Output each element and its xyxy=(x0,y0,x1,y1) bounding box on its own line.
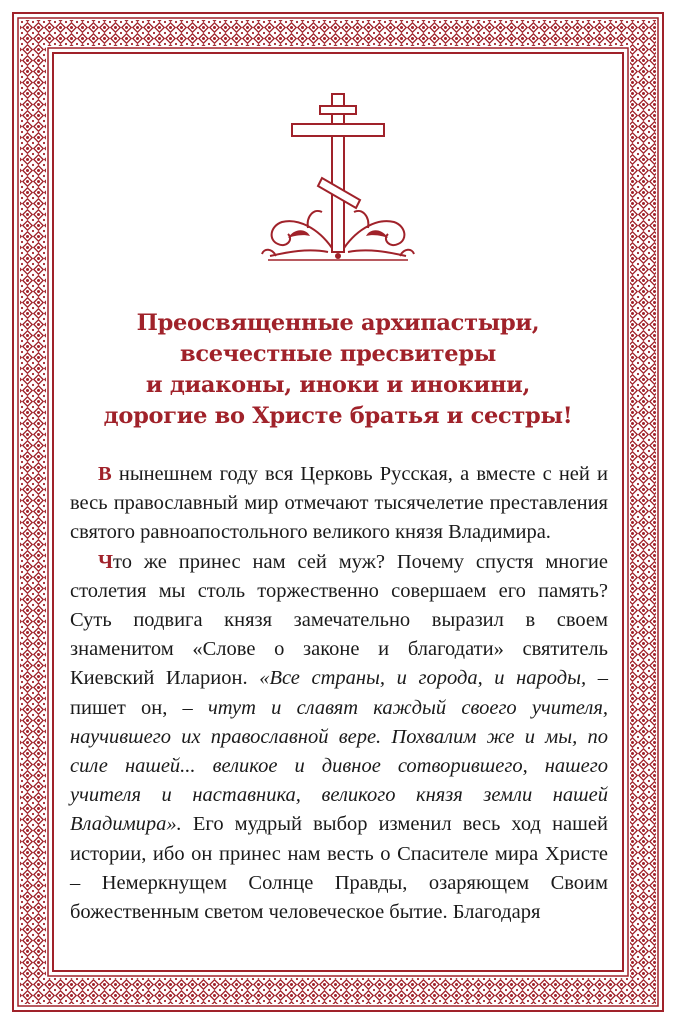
paragraph-1-text: нынешнем году вся Церковь Русская, а вместе с ней и весь православный мир отмечают тысячелетие преставления святого равноапостольного великого князя Владимира. xyxy=(70,463,608,544)
initial-letter: Ч xyxy=(98,550,114,573)
quote-1: «Все страны, и города, и народы, xyxy=(259,667,587,690)
address-heading xyxy=(70,308,606,432)
orthodox-cross-icon xyxy=(248,88,428,268)
initial-letter: В xyxy=(98,463,112,485)
heading-line-1: Преосвященные архипастыри, xyxy=(136,310,540,336)
heading-line-4: дорогие во Христе братья и сестры! xyxy=(103,403,573,429)
paragraph-2-text-1: то же принес нам сей муж? Почему спустя многие столетия мы столь торжественно совершаем его память? Суть подвига князя замечательно выразил в своем знаменитом «Слове о законе и благодати» святитель Киевский Иларион. xyxy=(70,550,608,690)
paragraph-2 xyxy=(70,548,608,928)
paragraph-2-text-2: – пишет он, – xyxy=(70,667,608,719)
quote-2: чтут и славят каждый своего учителя, научившего их православной вере. Похвалим же и мы, по силе нашей... великое и дивное сотворившего, нашего учителя и наставника, великого князя земли нашей Владимира». xyxy=(70,696,608,836)
heading-line-3: и диаконы, иноки и инокини, xyxy=(145,372,531,398)
body-text xyxy=(70,460,608,927)
heading-line-2: всечестные пресвитеры xyxy=(179,341,497,367)
paragraph-2-text-3: Его мудрый выбор изменил весь ход нашей истории, ибо он принес нам весть о Спасителе мира Христе – Немеркнущем Солнце Правды, озаряющем Своим божественным светом человеческое бытие. Благодаря xyxy=(70,813,608,924)
paragraph-1 xyxy=(70,460,608,548)
